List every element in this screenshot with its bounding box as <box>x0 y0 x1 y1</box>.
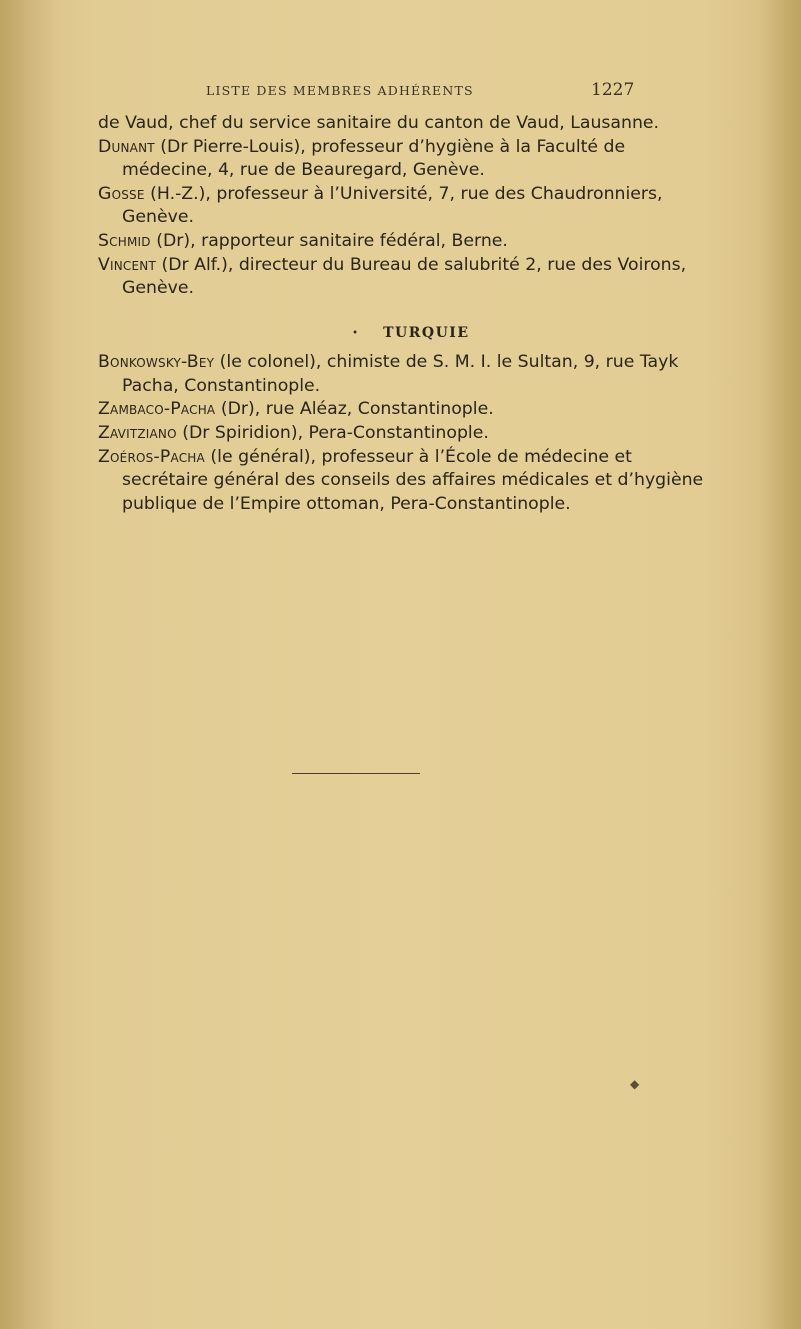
member-list <box>98 112 710 516</box>
list-entry <box>98 136 710 183</box>
entry-text: (Dr Spiridion), Pera-Constantinople. <box>176 422 489 443</box>
page-number: 1227 <box>591 80 635 100</box>
section-heading-turquie <box>98 321 710 345</box>
entry-name: Zavitziano <box>98 422 177 443</box>
list-entry <box>98 446 710 517</box>
entry-text: (H.-Z.), professeur à l’Université, 7, rue des Chaudronniers, Genève. <box>122 183 663 228</box>
list-entry <box>98 112 710 136</box>
list-entry <box>98 351 710 398</box>
entry-name: Vincent <box>98 254 157 275</box>
entry-name: Bonkowsky-Bey <box>98 352 215 373</box>
list-entry <box>98 230 710 254</box>
end-rule <box>292 773 420 774</box>
entry-name: Dunant <box>98 136 155 157</box>
entry-text: (Dr Pierre-Louis), professeur d’hygiène à la Faculté de médecine, 4, rue de Beauregard, Genève. <box>122 136 626 181</box>
bullet-icon: • <box>352 326 360 337</box>
entry-text: (le colonel), chimiste de S. M. I. le Sultan, 9, rue Tayk Pacha, Constantinople. <box>122 352 679 396</box>
print-mark: ◆ <box>630 1077 640 1091</box>
entry-name: Gosse <box>98 183 145 204</box>
running-head: LISTE DES MEMBRES ADHÉRENTS <box>206 83 474 98</box>
entry-text: (Dr), rue Aléaz, Constantinople. <box>215 399 494 420</box>
entry-text: de Vaud, chef du service sanitaire du canton de Vaud, Lausanne. <box>98 113 660 133</box>
entry-name: Schmid <box>98 230 151 251</box>
list-entry <box>98 183 710 230</box>
entry-text: (le général), professeur à l’École de médecine et secrétaire général des conseils des affaires médicales et d’hygiène publique de l’Empire ottoman, Pera-Constantinople. <box>122 446 704 514</box>
list-entry <box>98 422 710 446</box>
list-entry <box>98 254 710 301</box>
entry-name: Zoéros-Pacha <box>98 446 205 467</box>
section-title-text: TURQUIE <box>383 324 470 341</box>
entry-text: (Dr Alf.), directeur du Bureau de salubrité 2, rue des Voirons, Genève. <box>122 254 687 299</box>
entry-name: Zambaco-Pacha <box>98 399 216 420</box>
entry-text: (Dr), rapporteur sanitaire fédéral, Berne. <box>150 230 508 251</box>
list-entry <box>98 398 710 422</box>
